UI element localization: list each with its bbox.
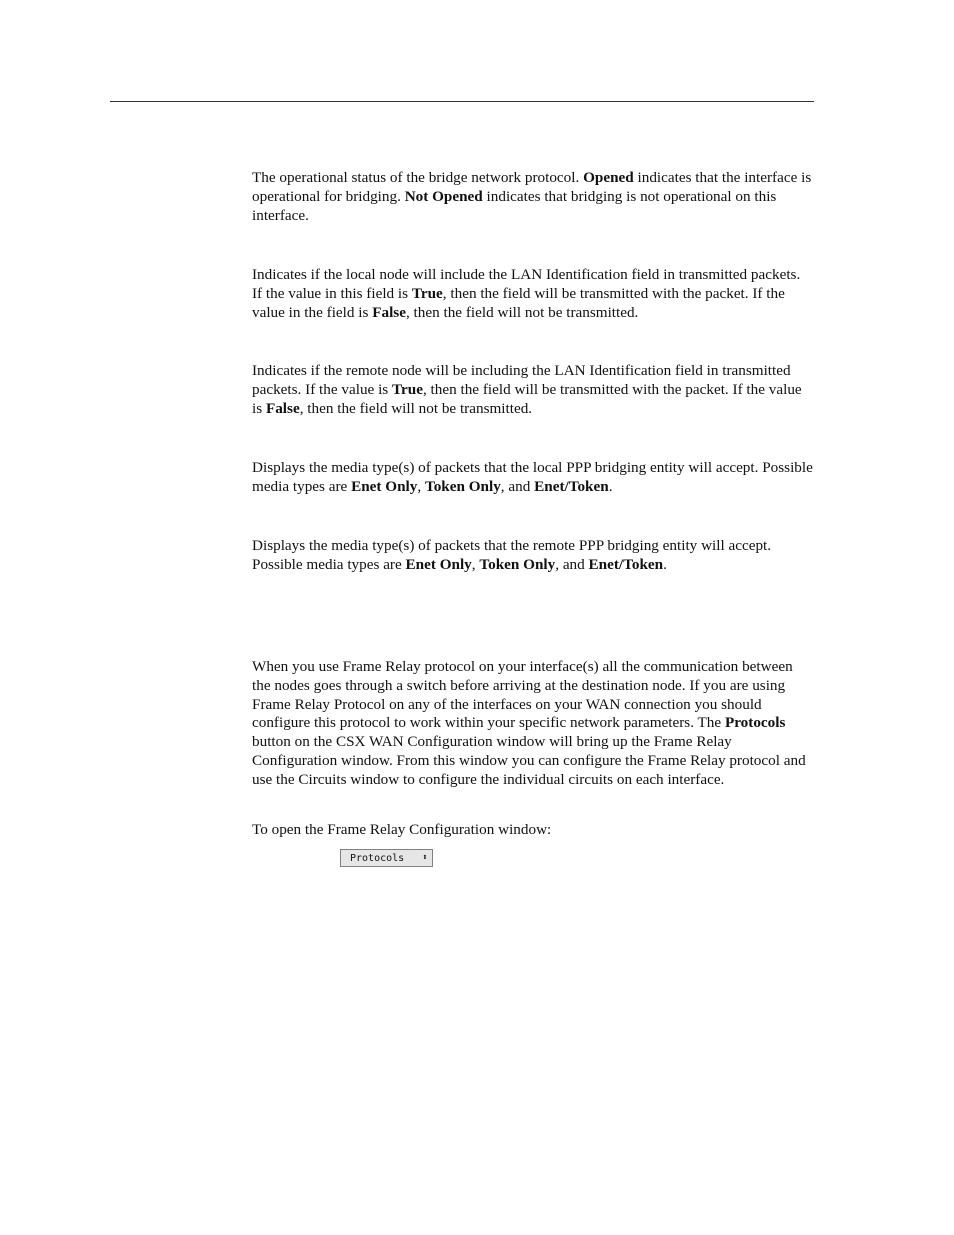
local-lan-id-description: Indicates if the local node will include the LAN Identification field in transmitted packets. If the value in this field is True, then the field will be transmitted with the packet. If the value in the field is False, then the field will not be transmitted. [252,266,801,321]
remote-lan-id-description: Indicates if the remote node will be including the LAN Identification field in transmitted packets. If the value is True, then the field will be transmitted with the packet. If the value is False, then the field will not be transmitted. [252,362,802,417]
protocols-button[interactable] [340,849,433,867]
bridge-status-description: The operational status of the bridge network protocol. Opened indicates that the interface is operational for bridging. Not Opened indicates that bridging is not operational on this interface. [252,169,812,224]
remote-media-type-description: Displays the media type(s) of packets that the remote PPP bridging entity will accept. Possible media types are Enet Only, Token Only, and Enet/Token. [252,537,772,573]
frame-relay-open-instruction: To open the Frame Relay Configuration window: [252,821,552,838]
local-media-type-description: Displays the media type(s) of packets that the local PPP bridging entity will accept. Possible media types are Enet Only, Token Only, and Enet/Token. [252,459,813,495]
header-rule [110,101,814,102]
protocols-button-label: Protocols [350,852,405,864]
up-down-arrow-icon: ⬍ [422,853,428,863]
frame-relay-intro: When you use Frame Relay protocol on your interface(s) all the communication between the nodes goes through a switch before arriving at the destination node. If you are using Frame Relay Protocol on any of the interfaces on your WAN connection you should configure this protocol to work within your specific network parameters. The Protocols button on the CSX WAN Configuration window will bring up the Frame Relay Configuration window. From this window you can configure the Frame Relay protocol and use the Circuits window to configure the individual circuits on each interface. [252,658,806,788]
